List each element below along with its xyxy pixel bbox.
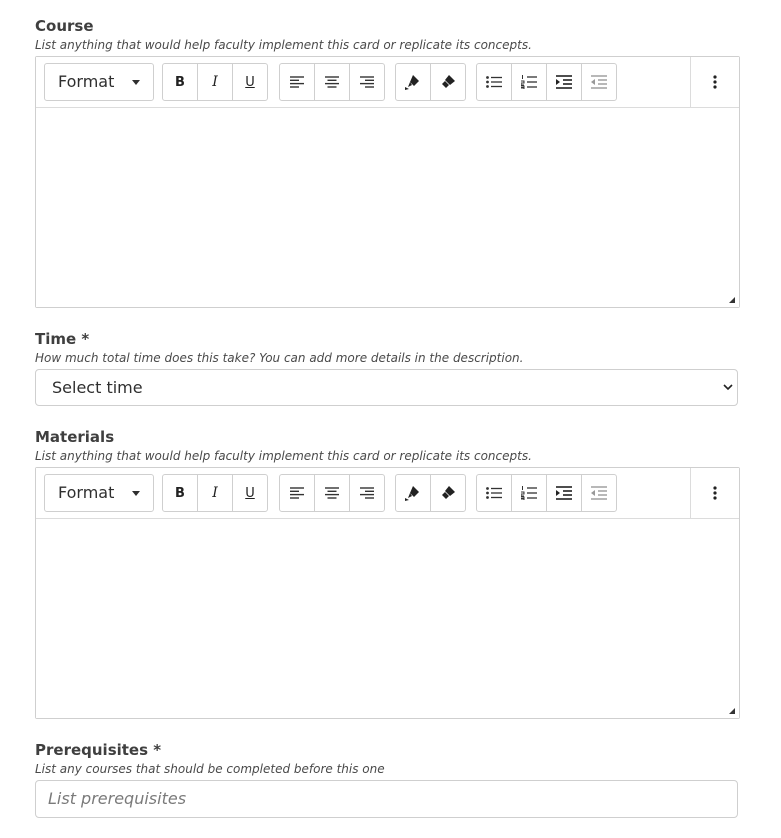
format-label: Format — [58, 72, 115, 91]
brush-button[interactable] — [430, 63, 466, 101]
outdent-icon — [591, 486, 607, 500]
underline-button[interactable]: U — [232, 63, 268, 101]
text-style-group — [162, 63, 268, 101]
align-group — [279, 474, 385, 512]
materials-text-area[interactable] — [36, 519, 739, 718]
resize-handle-icon[interactable] — [729, 297, 735, 303]
numbered-list-icon — [521, 75, 537, 89]
brush-icon — [440, 485, 456, 501]
bullet-list-button[interactable] — [476, 474, 512, 512]
resize-handle-icon[interactable] — [729, 708, 735, 714]
materials-label: Materials — [35, 428, 115, 446]
more-vertical-icon — [713, 75, 717, 89]
highlight-group — [395, 63, 466, 101]
prerequisites-input[interactable] — [35, 780, 738, 818]
prerequisites-label: Prerequisites * — [35, 741, 162, 759]
format-dropdown[interactable] — [44, 474, 154, 512]
time-select-value: Select time — [52, 378, 143, 397]
text-style-group — [162, 474, 268, 512]
course-editor — [35, 56, 740, 308]
brush-icon — [440, 74, 456, 90]
align-left-icon — [290, 487, 304, 499]
italic-button[interactable]: I — [197, 63, 233, 101]
more-vertical-icon — [713, 486, 717, 500]
caret-down-icon — [132, 491, 140, 496]
time-select[interactable] — [35, 369, 738, 406]
bullet-list-icon — [486, 487, 502, 499]
course-help-text: List anything that would help faculty implement this card or replicate its concepts. — [35, 38, 532, 52]
clear-format-button[interactable] — [395, 63, 431, 101]
align-group — [279, 63, 385, 101]
align-center-icon — [325, 487, 339, 499]
align-center-icon — [325, 76, 339, 88]
brush-button[interactable] — [430, 474, 466, 512]
bullet-list-button[interactable] — [476, 63, 512, 101]
prerequisites-help-text: List any courses that should be completed before this one — [35, 762, 385, 776]
outdent-icon — [591, 75, 607, 89]
materials-toolbar — [36, 468, 739, 519]
list-group — [476, 63, 617, 101]
materials-editor — [35, 467, 740, 719]
prerequisites-field — [35, 740, 740, 818]
format-dropdown[interactable] — [44, 63, 154, 101]
time-field — [35, 329, 740, 406]
materials-help-text: List anything that would help faculty implement this card or replicate its concepts. — [35, 449, 532, 463]
align-center-button[interactable] — [314, 63, 350, 101]
indent-button[interactable] — [546, 63, 582, 101]
prerequisites-placeholder: List prerequisites — [48, 789, 187, 808]
numbered-list-icon — [521, 486, 537, 500]
highlight-clear-icon — [404, 484, 422, 502]
numbered-list-button[interactable] — [511, 474, 547, 512]
more-options-button[interactable] — [690, 468, 739, 518]
course-text-area[interactable] — [36, 108, 739, 307]
align-left-button[interactable] — [279, 474, 315, 512]
align-left-icon — [290, 76, 304, 88]
bullet-list-icon — [486, 76, 502, 88]
time-help-text: How much total time does this take? You can add more details in the description. — [35, 351, 524, 365]
bold-button[interactable]: B — [162, 474, 198, 512]
time-label: Time * — [35, 330, 90, 348]
highlight-group — [395, 474, 466, 512]
indent-icon — [556, 75, 572, 89]
align-center-button[interactable] — [314, 474, 350, 512]
course-field — [35, 16, 740, 308]
underline-button[interactable]: U — [232, 474, 268, 512]
italic-button[interactable]: I — [197, 474, 233, 512]
course-label: Course — [35, 17, 94, 35]
format-label: Format — [58, 483, 115, 502]
materials-field — [35, 427, 740, 719]
outdent-button[interactable] — [581, 474, 617, 512]
more-options-button[interactable] — [690, 57, 739, 107]
align-right-button[interactable] — [349, 63, 385, 101]
clear-format-button[interactable] — [395, 474, 431, 512]
align-right-icon — [360, 487, 374, 499]
caret-down-icon — [132, 80, 140, 85]
course-toolbar — [36, 57, 739, 108]
highlight-clear-icon — [404, 73, 422, 91]
indent-icon — [556, 486, 572, 500]
indent-button[interactable] — [546, 474, 582, 512]
chevron-down-icon — [723, 382, 733, 392]
numbered-list-button[interactable] — [511, 63, 547, 101]
list-group — [476, 474, 617, 512]
outdent-button[interactable] — [581, 63, 617, 101]
align-right-icon — [360, 76, 374, 88]
bold-button[interactable]: B — [162, 63, 198, 101]
align-right-button[interactable] — [349, 474, 385, 512]
align-left-button[interactable] — [279, 63, 315, 101]
